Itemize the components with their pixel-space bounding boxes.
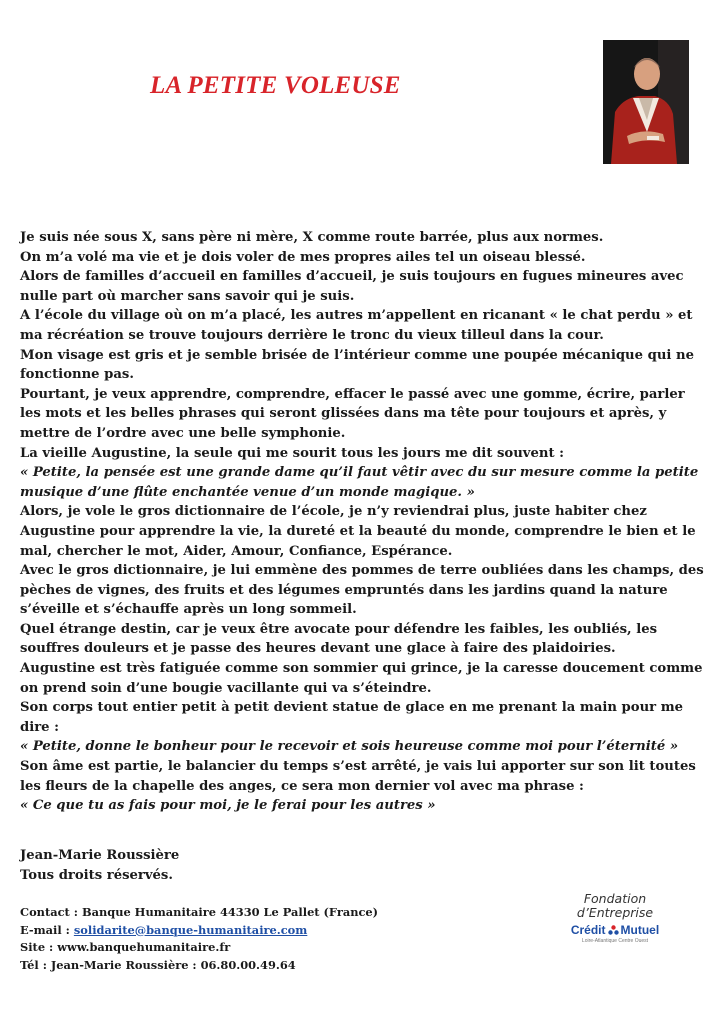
logo-line-2: d’Entreprise [576,905,654,920]
foundation-logo [560,892,670,944]
author-name: Jean-Marie Roussière [20,848,180,863]
contact-site-label: Site : [20,940,54,954]
contact-site [20,939,378,957]
contact-phone [20,957,378,975]
logo-brand [560,923,670,937]
logo-brand-right: Mutuel [620,923,660,937]
logo-line-1: Fondation [583,891,647,906]
paragraph: Pourtant, je veux apprendre, comprendre, effacer le passé avec une gomme, écrire, parler les mots et les belles phrases qui seront glissées dans ma tête pour toujours et après, y mettre de l’ordre avec une belle symphonie. [20,386,685,441]
paragraph: On m’a volé ma vie et je dois voler de mes propres ailes tel un oiseau blessé. [20,249,586,265]
quote: « Ce que tu as fais pour moi, je le ferai pour les autres » [20,798,436,814]
paragraph: Je suis née sous X, sans père ni mère, X comme route barrée, plus aux normes. [20,230,604,245]
paragraph: Son corps tout entier petit à petit devient statue de glace en me prenant la main pour me dire : [20,700,684,735]
contact-address-label: Contact : [20,905,78,919]
page-title: LA PETITE VOLEUSE [150,72,401,99]
quote: « Petite, la pensée est une grande dame qu’il faut vêtir avec du sur mesure comme la petite musique d’une flûte enchantée venue d’un monde magique. » [20,465,699,500]
contact-address-value: Banque Humanitaire 44330 Le Pallet (France) [81,905,379,919]
contact-address [20,904,378,922]
paragraph: Son âme est partie, le balancier du temps s’est arrêté, je vais lui apporter sur son lit toutes les fleurs de la chapelle des anges, ce sera mon dernier vol avec ma phrase : [20,759,696,794]
paragraph: Alors, je vole le gros dictionnaire de l’école, je n’y reviendrai plus, juste habiter chez Augustine pour apprendre la vie, la dureté et la beauté du monde, comprendre le bien et le mal, chercher le mot, Aider, Amour, Confiance, Espérance. [20,504,696,559]
quote: « Petite, donne le bonheur pour le recevoir et sois heureuse comme moi pour l’éternité » [20,739,679,755]
paragraph: A l’école du village où on m’a placé, les autres m’appellent en ricanant « le chat perdu » et ma récréation se trouve toujours derrière le tronc du vieux tilleul dans la cour. [20,308,693,343]
logo-subtitle: Loire-Atlantique Centre Ouest [581,938,649,944]
paragraph: La vieille Augustine, la seule qui me sourit tous les jours me dit souvent : [20,445,565,461]
paragraph: Alors de familles d’accueil en familles d’accueil, je suis toujours en fugues mineures avec nulle part où marcher sans savoir qui je suis. [20,269,684,304]
author-photo [603,40,689,164]
credit-mutuel-icon [608,925,619,936]
paragraph: Quel étrange destin, car je veux être avocate pour défendre les faibles, les oubliés, les souffres douleurs et je passe des heures devant une glace à faire des plaidoiries. [20,621,658,657]
contact-phone-label: Tél : [20,957,47,972]
paragraph: Avec le gros dictionnaire, je lui emmène des pommes de terre oubliées dans les champs, des pèches de vignes, des fruits et des légumes empruntés dans les jardins quand la nature s’éveille et s’échauffe après un long sommeil. [20,563,704,618]
email-link[interactable]: solidarite@banque-humanitaire.com [73,922,308,937]
rights-notice: Tous droits réservés. [20,868,173,883]
contact-email [20,922,378,940]
paragraph: Augustine est très fatiguée comme son sommier qui grince, je la caresse doucement comme on prend soin d’une bougie vacillante qui va s’éteindre. [20,661,703,696]
site-link[interactable]: www.banquehumanitaire.fr [57,940,231,954]
contact-email-label: E-mail : [20,922,70,937]
story-text [20,228,710,816]
contact-phone-value: Jean-Marie Roussière : 06.80.00.49.64 [50,957,296,972]
signature [20,846,179,886]
paragraph: Mon visage est gris et je semble brisée de l’intérieur comme une poupée mécanique qui ne fonctionne pas. [20,347,695,383]
logo-brand-left: Crédit [570,923,606,937]
contact-block [20,904,378,974]
